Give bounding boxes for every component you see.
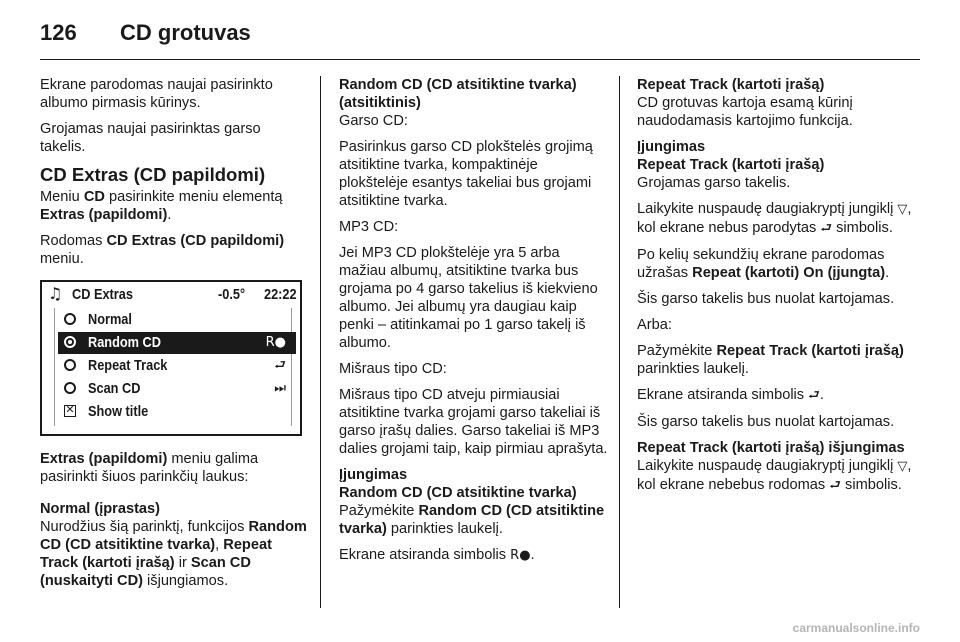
menu-item-show-title[interactable]: ✕ Show title bbox=[65, 403, 149, 420]
option-title: Random CD (CD atsitiktine tvarka) (atsitiktinis) bbox=[339, 77, 577, 111]
temperature: -0.5° bbox=[218, 286, 246, 303]
joystick-down-icon: ▽ bbox=[897, 202, 908, 217]
paragraph: Šis garso takelis bus nuolat kartojamas. bbox=[637, 291, 895, 307]
radio-icon bbox=[64, 382, 76, 394]
paragraph: Mišraus tipo CD atveju pirmiausiai atsitiktine tvarka grojami garso takeliai iš garso įrašų dalies. Garso takeliai iš MP3 dalies grojami taip, kaip pirmiau aprašyta. bbox=[339, 387, 608, 457]
paragraph: Po kelių sekundžių ekrane parodomas užrašas Repeat (kartoti) On (įjungta). bbox=[637, 247, 890, 281]
watermark: carmanualsonline.info bbox=[792, 621, 920, 635]
paragraph: Ekrane parodomas naujai pasirinkto albumo pirmasis kūrinys. bbox=[40, 77, 273, 111]
paragraph: CD grotuvas kartoja esamą kūrinį naudodamasis kartojimo funkcija. bbox=[637, 95, 853, 129]
option-title: Repeat Track (kartoti įrašą) bbox=[637, 77, 825, 93]
paragraph: Pažymėkite Repeat Track (kartoti įrašą) parinkties laukelį. bbox=[637, 343, 904, 377]
paragraph: Jei MP3 CD plokštelėje yra 5 arba mažiau albumų, atsitiktine tvarka bus grojama po 4 garso takelius iš kiekvieno albumo. Jei albumų yra daugiau kaip penki – atitinkamai po 1 garso takelį iš albumo. bbox=[339, 245, 598, 351]
joystick-down-icon: ▽ bbox=[897, 459, 908, 474]
paragraph: Grojamas garso takelis. bbox=[637, 175, 791, 191]
paragraph: Laikykite nuspaudę daugiakryptį jungiklį ▽, kol ekrane nebebus rodomas ⮐ simbolis. bbox=[637, 458, 912, 493]
paragraph: Arba: bbox=[637, 317, 672, 333]
checkbox-checked-icon: ✕ bbox=[65, 404, 75, 416]
paragraph: Meniu CD pasirinkite meniu elementą Extras (papildomi). bbox=[40, 189, 283, 223]
subheading: Įjungimas bbox=[637, 139, 706, 155]
column-1 bbox=[40, 76, 310, 598]
random-icon: R● bbox=[510, 548, 531, 563]
paragraph: Pažymėkite Random CD (CD atsitiktine tvarka) parinkties laukelį. bbox=[339, 503, 605, 537]
paragraph: Garso CD: bbox=[339, 113, 408, 129]
paragraph: MP3 CD: bbox=[339, 219, 399, 235]
screen-title: CD Extras bbox=[72, 286, 133, 303]
column-divider-2 bbox=[619, 76, 620, 608]
repeat-icon: ⮐ bbox=[820, 221, 833, 236]
scan-icon: ⏭ bbox=[274, 381, 286, 396]
header-rule bbox=[40, 59, 920, 60]
repeat-icon: ⮐ bbox=[808, 388, 820, 403]
radio-icon bbox=[64, 313, 76, 325]
subheading: Repeat Track (kartoti įrašą) bbox=[637, 157, 825, 173]
section-heading: CD Extras (CD papildomi) bbox=[40, 164, 266, 185]
menu-item-normal[interactable]: Normal bbox=[58, 309, 296, 331]
column-3 bbox=[637, 76, 920, 503]
paragraph: Nurodžius šią parinktį, funkcijos Random CD (CD atsitiktine tvarka), Repeat Track (kartoti įrašą) ir Scan CD (nuskaityti CD) išjungiamos. bbox=[40, 519, 307, 589]
cd-extras-screen bbox=[40, 280, 302, 436]
paragraph: Rodomas CD Extras (CD papildomi) meniu. bbox=[40, 233, 285, 267]
subheading: Įjungimas bbox=[339, 467, 408, 483]
paragraph: Šis garso takelis bus nuolat kartojamas. bbox=[637, 414, 895, 430]
column-2 bbox=[339, 76, 609, 573]
screen-title-bar bbox=[42, 282, 300, 308]
page-header bbox=[40, 14, 920, 54]
repeat-icon: ⮐ bbox=[274, 358, 286, 373]
paragraph: Extras (papildomi) meniu galima pasirinkti šiuos parinkčių laukus: bbox=[40, 451, 259, 485]
clock: 22:22 bbox=[264, 286, 297, 303]
menu-item-repeat-track[interactable]: Repeat Track ⮐ bbox=[58, 355, 296, 377]
page-number: 126 bbox=[40, 20, 77, 45]
radio-selected-icon bbox=[64, 336, 76, 348]
random-icon: R● bbox=[265, 335, 286, 350]
chapter-title: CD grotuvas bbox=[120, 20, 251, 45]
paragraph: Mišraus tipo CD: bbox=[339, 361, 447, 377]
paragraph: Laikykite nuspaudę daugiakryptį jungiklį ▽, kol ekrane nebus parodytas ⮐ simbolis. bbox=[637, 201, 912, 236]
option-title: Normal (įprastas) bbox=[40, 501, 161, 517]
paragraph: Ekrane atsiranda simbolis R●. bbox=[339, 547, 535, 563]
music-note-icon: ♫ bbox=[48, 284, 63, 303]
subheading: Random CD (CD atsitiktine tvarka) bbox=[339, 485, 577, 501]
column-divider-1 bbox=[320, 76, 321, 608]
menu-item-scan-cd[interactable]: Scan CD ⏭ bbox=[58, 378, 296, 400]
paragraph: Pasirinkus garso CD plokštelės grojimą atsitiktine tvarka, kompaktinėje plokštelėje esantys takeliai bus grojami atsitiktine tvarka. bbox=[339, 139, 593, 209]
subheading: Repeat Track (kartoti įrašą) išjungimas bbox=[637, 440, 905, 456]
radio-icon bbox=[64, 359, 76, 371]
menu-item-random-cd[interactable]: Random CD R● bbox=[58, 332, 296, 354]
paragraph: Ekrane atsiranda simbolis ⮐. bbox=[637, 387, 824, 403]
paragraph: Grojamas naujai pasirinktas garso takelis. bbox=[40, 121, 261, 155]
repeat-icon: ⮐ bbox=[829, 478, 841, 493]
